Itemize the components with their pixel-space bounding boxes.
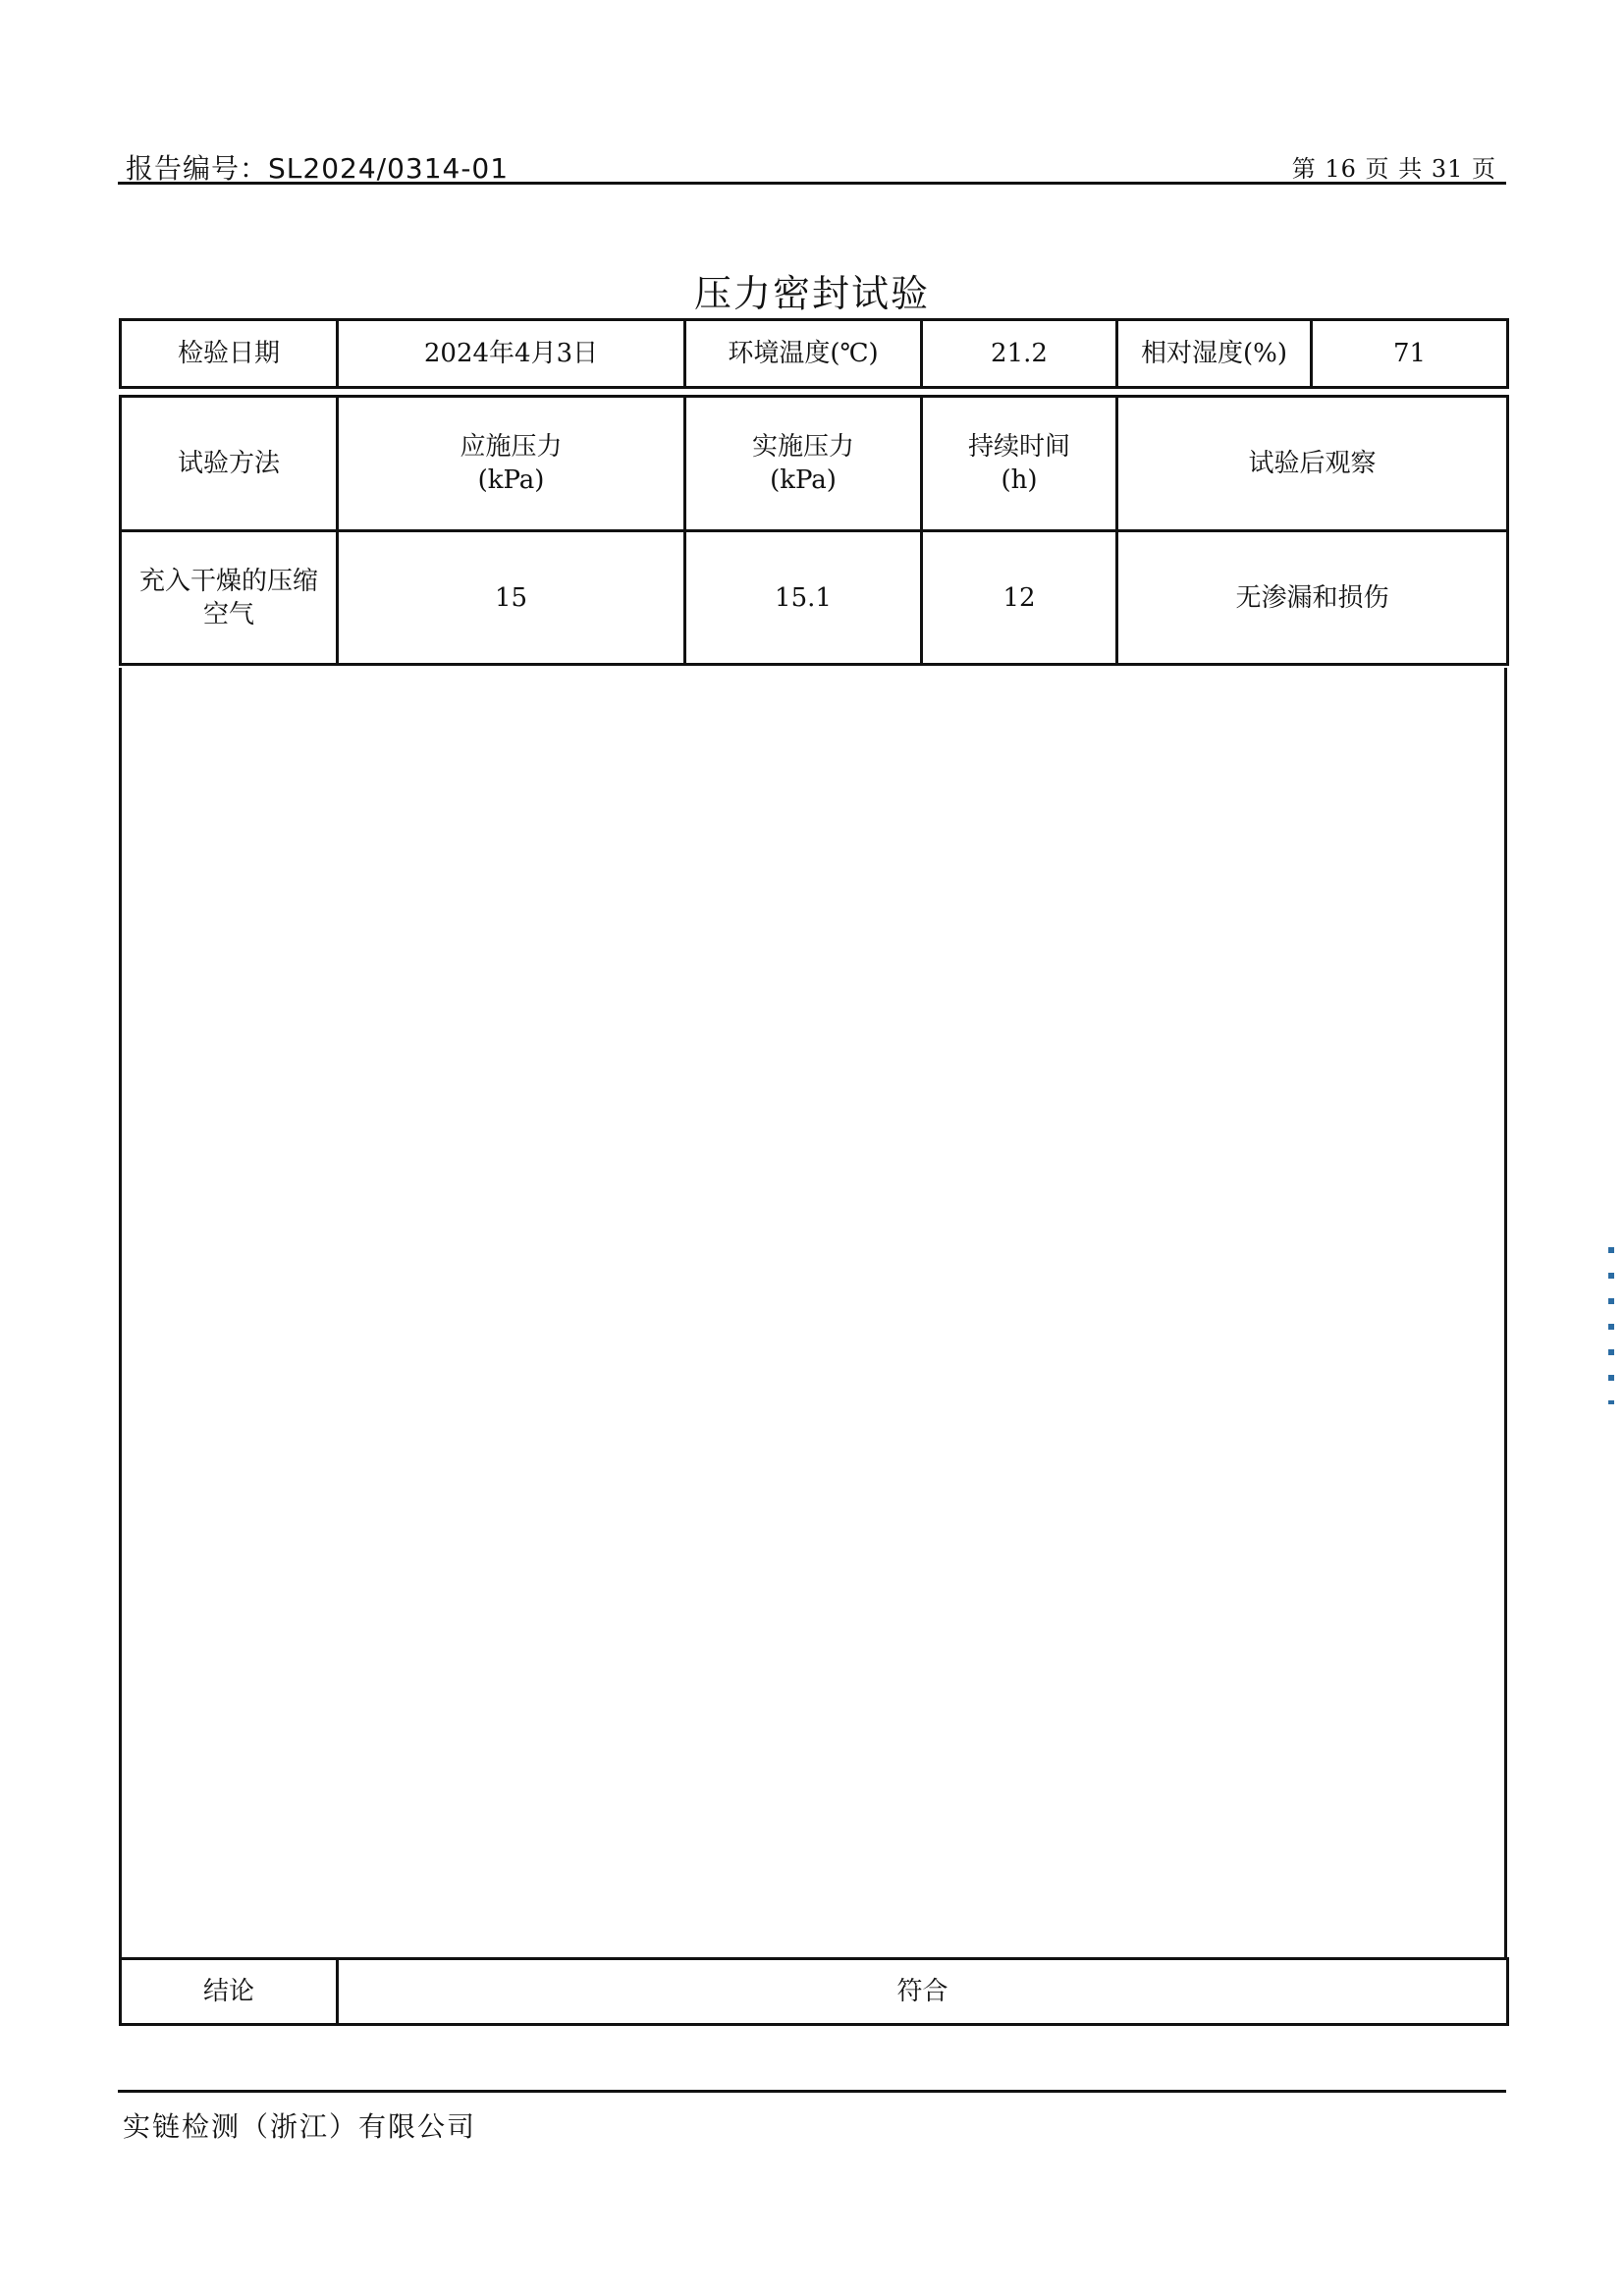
conclusion-table <box>119 1957 1509 2026</box>
method-cell <box>121 531 338 665</box>
duration-cell: 12 <box>922 531 1117 665</box>
actual-pressure-unit: (kPa) <box>770 465 837 495</box>
temperature-label: 环境温度(℃) <box>685 320 922 388</box>
header-duration <box>922 397 1117 531</box>
conclusion-value: 符合 <box>338 1959 1508 2025</box>
required-pressure-cell: 15 <box>338 531 685 665</box>
header-method: 试验方法 <box>121 397 338 531</box>
observation-cell: 无渗漏和损伤 <box>1117 531 1508 665</box>
table-row <box>121 531 1508 665</box>
seam-stamp-mark <box>1608 1247 1614 1404</box>
duration-unit: (h) <box>1001 465 1038 495</box>
header-required-pressure <box>338 397 685 531</box>
actual-pressure-cell: 15.1 <box>685 531 922 665</box>
method-line-2: 空气 <box>202 599 254 629</box>
header-observation: 试验后观察 <box>1117 397 1508 531</box>
required-pressure-unit: (kPa) <box>477 465 545 495</box>
duration-label: 持续时间 <box>967 432 1070 462</box>
conclusion-row <box>121 1959 1508 2025</box>
test-table <box>119 395 1509 666</box>
date-value: 2024年4月3日 <box>338 320 685 388</box>
temperature-value: 21.2 <box>922 320 1117 388</box>
conditions-row <box>121 320 1508 388</box>
conditions-table <box>119 318 1509 389</box>
header-divider <box>118 182 1506 185</box>
page-info: 第 16 页 共 31 页 <box>1291 155 1496 183</box>
conclusion-label: 结论 <box>121 1959 338 2025</box>
company-name: 实链检测（浙江）有限公司 <box>123 2110 477 2143</box>
actual-pressure-label: 实施压力 <box>751 432 854 462</box>
footer-divider <box>118 2090 1506 2093</box>
date-label: 检验日期 <box>121 320 338 388</box>
humidity-value: 71 <box>1312 320 1508 388</box>
report-number: 报告编号：SL2024/0314-01 <box>126 152 510 185</box>
test-header-row <box>121 397 1508 531</box>
required-pressure-label: 应施压力 <box>460 432 563 462</box>
page-title: 压力密封试验 <box>693 272 930 315</box>
blank-area <box>119 668 1507 1957</box>
humidity-label: 相对湿度(%) <box>1117 320 1312 388</box>
header-actual-pressure <box>685 397 922 531</box>
method-line-1: 充入干燥的压缩 <box>138 566 318 596</box>
